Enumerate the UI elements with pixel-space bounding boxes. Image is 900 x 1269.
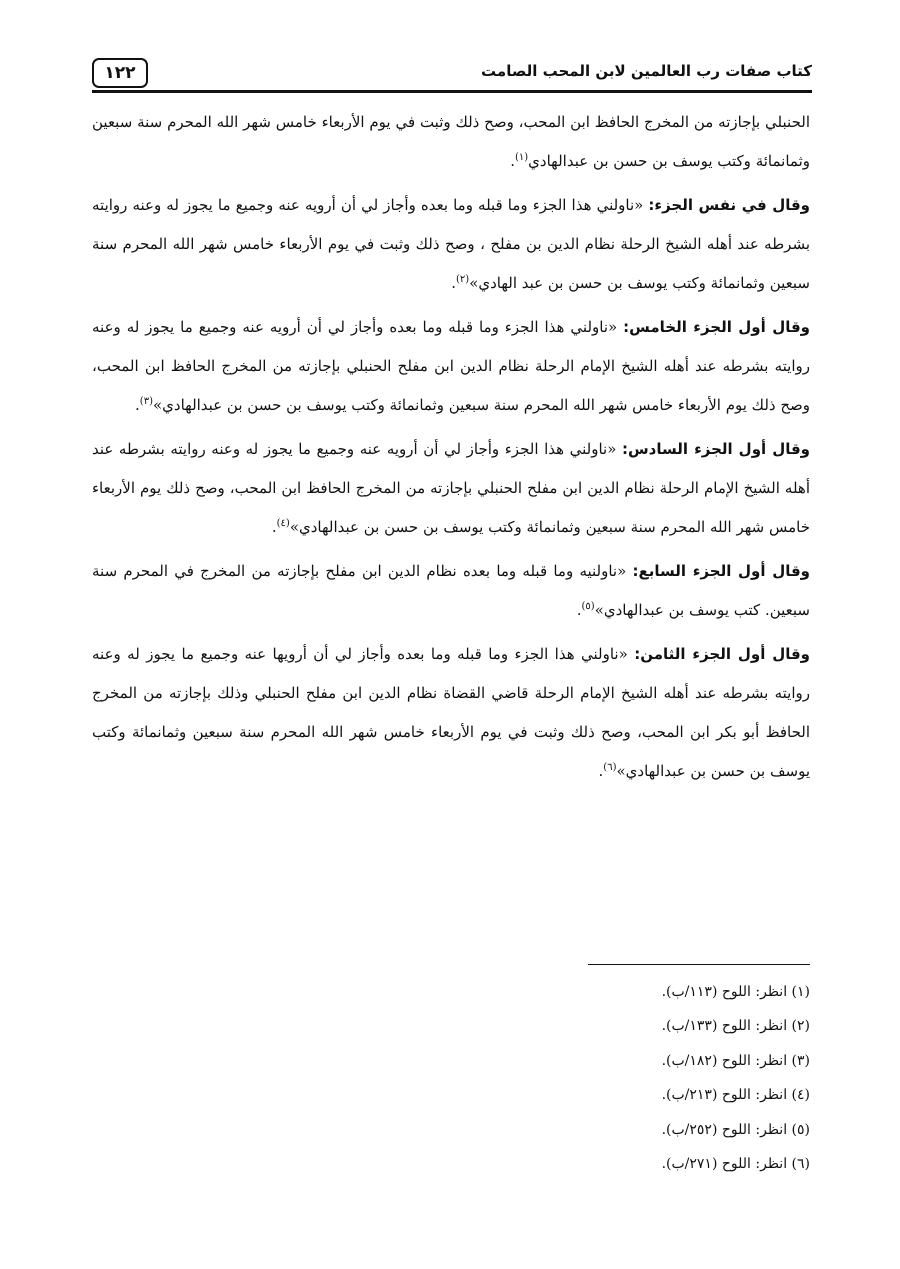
paragraph-5 <box>92 552 810 630</box>
paragraph-3 <box>92 308 810 425</box>
paragraph-lead: وقال أول الجزء السادس: <box>621 440 810 458</box>
paragraph-text: الحنبلي بإجازته من المخرج الحافظ ابن المحب، وصح ذلك وثبت في يوم الأربعاء خامس شهر الله المحرم سنة سبعين وثمانمائة وكتب يوسف بن حسن بن عبدالهادي <box>92 113 810 170</box>
book-title: كتاب صفات رب العالمين لابن المحب الصامت <box>481 62 812 80</box>
footnote-item: (١) انظر: اللوح (١١٣/ب). <box>661 984 810 1000</box>
paragraph-text: «ناولني هذا الجزء وما قبله وما بعده وأجاز لي أن أرويه عنه وجميع ما يجوز له وعنه روايته بشرطه عند أهله الشيخ الإمام الرحلة نظام الدين ابن مفلح الحنبلي بإجازته من المخرج الحافظ ابن المحب، وصح ذلك يوم الأربعاء خامس شهر الله المحرم سنة سبعين وثمانمائة وكتب يوسف بن حسن بن عبدالهادي» <box>92 318 810 414</box>
paragraph-1 <box>92 103 810 181</box>
footnote-ref: (٤) <box>276 518 290 529</box>
footnote-ref: (٦) <box>603 762 617 773</box>
paragraph-end: . <box>576 601 582 619</box>
paragraph-end: . <box>598 762 604 780</box>
paragraph-4 <box>92 430 810 547</box>
footnotes <box>500 975 810 1181</box>
paragraph-end: . <box>451 274 456 292</box>
header-divider <box>92 90 812 93</box>
footnote-divider <box>588 964 810 965</box>
paragraph-lead: وقال أول الجزء الخامس: <box>623 318 810 336</box>
paragraph-text: «ناولني هذا الجزء وما قبله وما بعده وأجاز لي أن أرويها عنه وجميع ما يجوز له وعنه روايته بشرطه عند أهله الشيخ الإمام الرحلة قاضي القضاة نظام الدين ابن مفلح الحنبلي وذلك بإجازته من المخرج الحافظ أبو بكر ابن المحب، وصح ذلك وثبت في يوم الأربعاء خامس شهر الله المحرم سنة سبعين وثمانمائة وكتب يوسف بن حسن بن عبدالهادي» <box>92 645 810 780</box>
footnote-item: (٦) انظر: اللوح (٢٧١/ب). <box>661 1156 810 1173</box>
footnote-item: (٥) انظر: اللوح (٢٥٢/ب). <box>661 1121 810 1138</box>
footnote-item: (٣) انظر: اللوح (١٨٢/ب). <box>661 1052 810 1069</box>
paragraph-6 <box>92 635 810 791</box>
paragraph-lead: وقال في نفس الجزء: <box>648 196 811 214</box>
paragraph-lead: وقال أول الجزء السابع: <box>632 562 810 580</box>
paragraph-end: . <box>510 152 515 170</box>
footnote-item: (٢) انظر: اللوح (١٣٣/ب). <box>661 1018 810 1035</box>
footnote-ref: (١) <box>514 152 529 163</box>
paragraph-end: . <box>135 396 140 414</box>
paragraph-text: «ناولني هذا الجزء وما قبله وما بعده وأجاز لي أن أرويه عنه وجميع ما يجوز له وعنه روايته بشرطه عند أهله الشيخ الرحلة نظام الدين بن مفلح ، وصح ذلك وثبت في يوم الأربعاء خامس شهر الله المحرم سنة سبعين وثمانمائة وكتب يوسف بن حسن بن عبد الهادي» <box>92 196 810 292</box>
footnote-ref: (٢) <box>456 274 470 285</box>
footnote-item: (٤) انظر: اللوح (٢١٣/ب). <box>661 1087 810 1104</box>
paragraph-text: «ناولني هذا الجزء وأجاز لي أن أرويه عنه وجميع ما يجوز له وعنه روايته بشرطه عند أهله الشيخ الإمام الرحلة نظام الدين ابن مفلح الحنبلي بإجازته من المخرج الحافظ ابن المحب، وصح ذلك يوم الأربعاء خامس شهر الله المحرم سنة سبعين وثمانمائة وكتب يوسف بن حسن بن عبدالهادي» <box>92 440 810 536</box>
page-header <box>92 52 812 92</box>
footnote-ref: (٣) <box>139 396 153 407</box>
paragraph-2 <box>92 186 810 303</box>
paragraph-lead: وقال أول الجزء الثامن: <box>634 645 811 663</box>
main-text <box>92 103 810 796</box>
footnote-ref: (٥) <box>581 601 595 612</box>
page-number: ١٢٢ <box>92 58 148 88</box>
paragraph-end: . <box>271 518 277 536</box>
paragraph-text: «ناولنيه وما قبله وما بعده نظام الدين ابن مفلح بإجازته من المخرج في المحرم سنة سبعين. كتب يوسف بن عبدالهادي» <box>92 562 810 619</box>
